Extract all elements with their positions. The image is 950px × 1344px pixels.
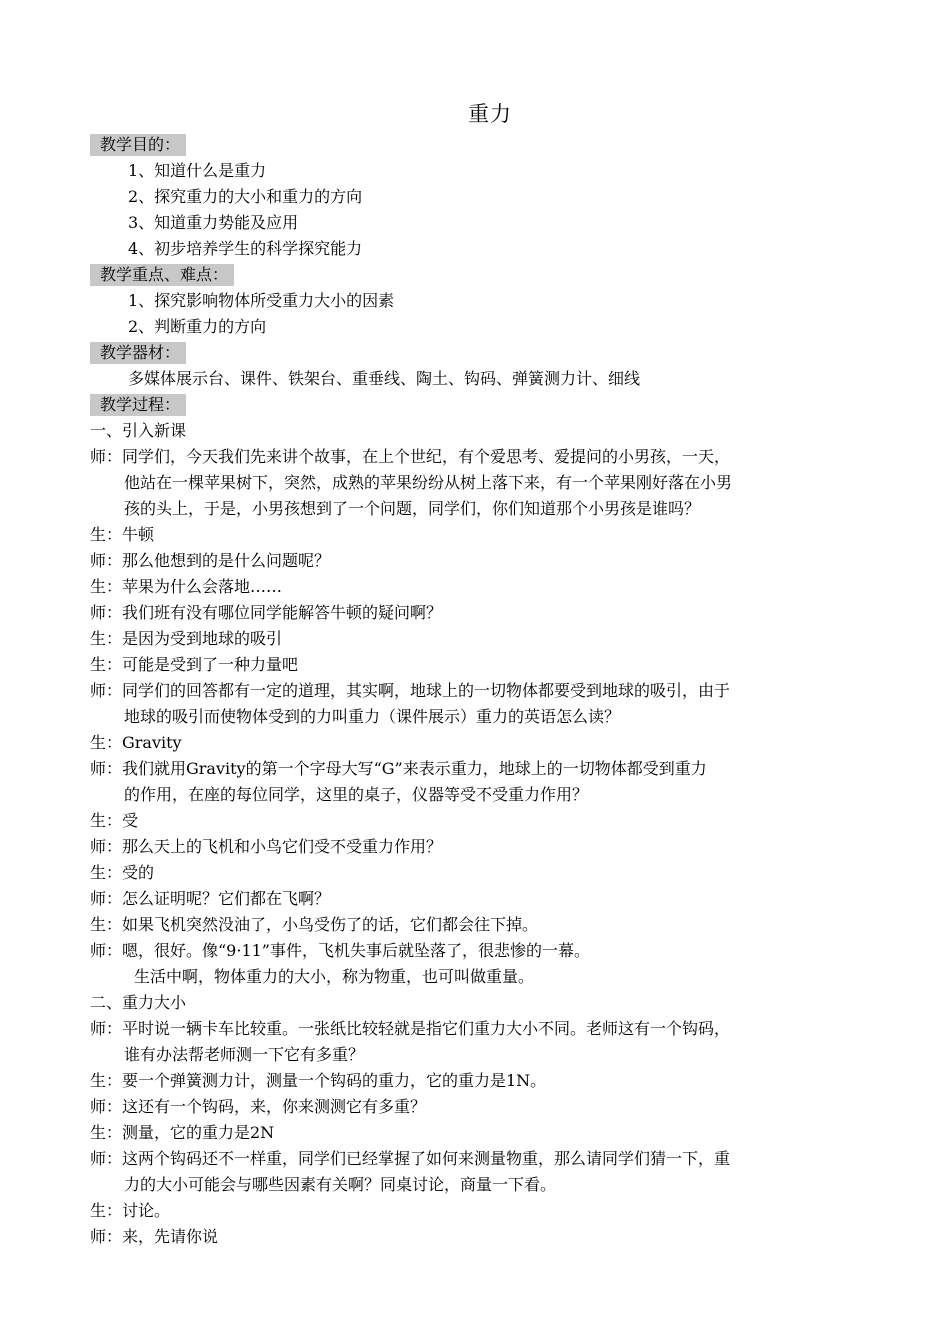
section-heading: 二、重力大小 [90, 993, 187, 1012]
objective-item: 3、知道重力势能及应用 [128, 213, 299, 232]
section-heading: 一、引入新课 [90, 421, 187, 440]
dialog-line: 师：这还有一个钩码，来，你来测测它有多重？ [90, 1097, 427, 1116]
dialog-line: 生：牛顿 [90, 525, 155, 544]
key-point-item: 1、探究影响物体所受重力大小的因素 [128, 291, 395, 310]
dialog-line: 师：那么他想到的是什么问题呢？ [90, 551, 331, 570]
objective-item: 1、知道什么是重力 [128, 161, 267, 180]
equipment-heading: 教学器材： [90, 342, 186, 364]
dialog-line: 师：我们班有没有哪位同学能解答牛顿的疑问啊？ [90, 603, 443, 622]
page-title: 重力 [468, 102, 512, 126]
process-heading: 教学过程： [90, 394, 186, 416]
dialog-line: 师：那么天上的飞机和小鸟它们受不受重力作用？ [90, 837, 443, 856]
dialog-line: 生：苹果为什么会落地…… [90, 577, 283, 596]
key-points-heading: 教学重点、难点： [90, 264, 234, 286]
dialog-line: 生：如果飞机突然没油了，小鸟受伤了的话，它们都会往下掉。 [90, 915, 539, 934]
dialog-line: 师：同学们，今天我们先来讲个故事，在上个世纪，有个爱思考、爱提问的小男孩，一天， 他站在一棵苹果树下，突然，成熟的苹果纷纷从树上落下来，有一个苹果刚好落在小男 孩的头上，于是，小男孩想到了一个问题，同学们，你们知道那个小男孩是谁吗？ [90, 447, 733, 518]
dialog-line: 生：受 [90, 811, 139, 830]
dialog-line: 师：来，先请你说 [90, 1227, 219, 1246]
dialog-line: 师：同学们的回答都有一定的道理，其实啊，地球上的一切物体都要受到地球的吸引，由于 地球的吸引而使物体受到的力叫重力（课件展示）重力的英语怎么读？ [90, 681, 731, 726]
key-point-item: 2、判断重力的方向 [128, 317, 267, 336]
dialog-line: 生：讨论。 [90, 1201, 171, 1220]
objective-item: 2、探究重力的大小和重力的方向 [128, 187, 363, 206]
dialog-line: 生：要一个弹簧测力计，测量一个钩码的重力，它的重力是1N。 [90, 1071, 547, 1090]
dialog-line: 师：平时说一辆卡车比较重。一张纸比较轻就是指它们重力大小不同。老师这有一个钩码， 谁有办法帮老师测一下它有多重？ [90, 1019, 731, 1064]
narrative-line: 生活中啊，物体重力的大小，称为物重，也可叫做重量。 [134, 967, 535, 986]
dialog-line: 生：可能是受到了一种力量吧 [90, 655, 299, 674]
equipment-list: 多媒体展示台、课件、铁架台、重垂线、陶土、钩码、弹簧测力计、细线 [128, 369, 641, 388]
dialog-line: 生：Gravity [90, 733, 182, 752]
dialog-line: 师：嗯，很好。像“9·11”事件，飞机失事后就坠落了，很悲惨的一幕。 [90, 941, 590, 960]
document-page [90, 96, 870, 1250]
dialog-line: 师：这两个钩码还不一样重，同学们已经掌握了如何来测量物重，那么请同学们猜一下，重 力的大小可能会与哪些因素有关啊？同桌讨论，商量一下看。 [90, 1149, 731, 1194]
dialog-line: 师：我们就用Gravity的第一个字母大写“G”来表示重力，地球上的一切物体都受到重力 的作用，在座的每位同学，这里的桌子，仪器等受不受重力作用？ [90, 759, 707, 804]
dialog-line: 生：是因为受到地球的吸引 [90, 629, 283, 648]
dialog-line: 师：怎么证明呢？它们都在飞啊？ [90, 889, 331, 908]
objective-item: 4、初步培养学生的科学探究能力 [128, 239, 363, 258]
dialog-line: 生：受的 [90, 863, 155, 882]
dialog-line: 生：测量，它的重力是2N [90, 1123, 275, 1142]
objectives-heading: 教学目的： [90, 134, 186, 156]
